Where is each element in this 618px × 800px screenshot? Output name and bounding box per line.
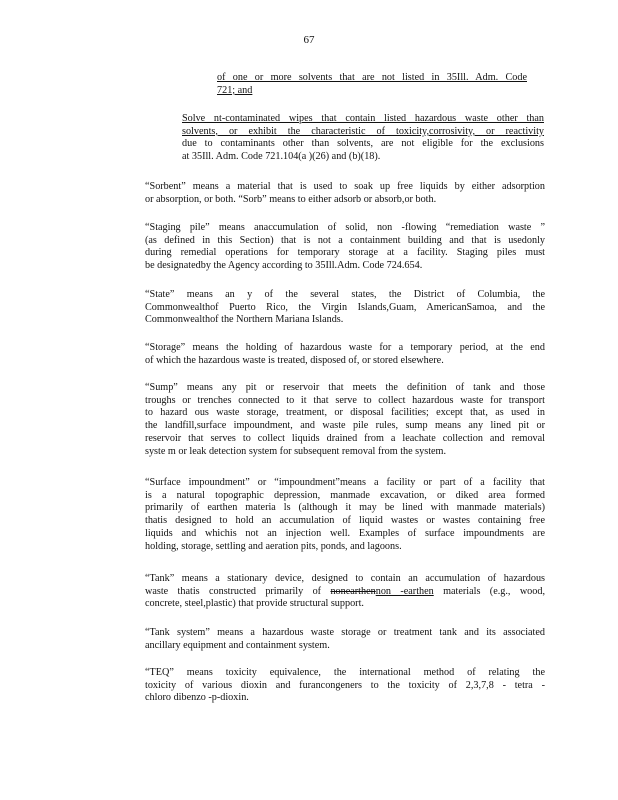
text-line: reservoir that serves to collect liquids drained from a leachate collection and removal	[145, 432, 545, 444]
text-line: of one or more solvents that are not listed in 35Ill. Adm. Code	[217, 72, 527, 83]
text-line: concrete, steel,plastic) that provide structural support.	[145, 598, 364, 610]
text-line: “Sump” means any pit or reservoir that meets the definition of tank and those	[145, 382, 545, 393]
text-line: syste m or leak detection system for subsequent removal from the system.	[145, 445, 447, 457]
page-number: 67	[303, 34, 315, 46]
text-line: is a natural topographic depression, manmade excavation, or diked area formed	[145, 489, 545, 501]
continued-item-wipes	[182, 113, 544, 164]
text-line: Commonwealthof Puerto Rico, the Virgin Islands,Guam, AmericanSamoa, and the	[145, 301, 545, 313]
text-line: ancillary equipment and containment system.	[145, 639, 330, 651]
text-line: “TEQ” means toxicity equivalence, the international method of relating the	[145, 667, 545, 678]
text-line: holding, storage, settling and aeration pits, ponds, and lagoons.	[145, 540, 402, 552]
text-line: thatis designed to hold an accumulation of liquid wastes or wastes containing free	[145, 515, 545, 527]
text-line: troughs or trenches connected to it that serve to collect hazardous waste for transport	[145, 394, 545, 406]
definition-tank-system	[145, 627, 545, 652]
definition-storage	[145, 342, 545, 367]
definition-surface-impoundment	[145, 477, 545, 553]
text-line: to hazard ous waste storage, treatment, or disposal facilities; except that, as used in	[145, 407, 545, 419]
text-line: (as defined in this Section) that is not a containment building and that is usedonly	[145, 234, 545, 246]
text-line: or absorption, or both. “Sorb” means to either adsorb or absorb,or both.	[145, 193, 437, 205]
text-line: solvents, or exhibit the characteristic of toxicity,corrosivity, or reactivity	[182, 125, 544, 137]
text-line: toxicity of various dioxin and furancongeners to the toxicity of 2,3,7,8 - tetra -	[145, 679, 545, 691]
text-line: Commonwealthof the Northern Mariana Islands.	[145, 314, 344, 326]
definition-staging-pile	[145, 222, 545, 273]
text-line: “State” means an y of the several states, the District of Columbia, the	[145, 289, 545, 300]
tank-revision-line	[145, 586, 545, 599]
text-line: be designatedby the Agency according to 35Ill.Adm. Code 724.654.	[145, 260, 423, 272]
continued-item-solvents	[217, 72, 527, 97]
text-line: liquids and whichis not an injection well. Examples of surface impoundments are	[145, 527, 545, 539]
text-line: “Tank” means a stationary device, designed to contain an accumulation of hazardous	[145, 573, 545, 584]
text-line: 721; and	[217, 84, 253, 96]
text-line: due to contaminants other than solvents, are not eligible for the exclusions	[182, 138, 544, 150]
text-line: “Tank system” means a hazardous waste storage or treatment tank and its associated	[145, 627, 545, 638]
text-line: “Staging pile” means anaccumulation of solid, non -flowing “remediation waste ”	[145, 222, 545, 233]
struck-text: nonearthen	[330, 585, 376, 597]
definition-tank	[145, 573, 545, 611]
text-line: chloro dibenzo -p-dioxin.	[145, 692, 249, 704]
definition-sorbent	[145, 181, 545, 206]
text-line: primarily of earthen materia ls (although it may be lined with manmade materials)	[145, 502, 545, 514]
text-line: “Sorbent” means a material that is used to soak up free liquids by either adsorption	[145, 181, 545, 192]
text-line: “Storage” means the holding of hazardous waste for a temporary period, at the end	[145, 342, 545, 353]
definition-teq	[145, 667, 545, 705]
text-line: the landfill,surface impoundment, and waste pile rules, sump means any lined pit or	[145, 420, 545, 432]
text-line: Solve nt-contaminated wipes that contain listed hazardous waste other than	[182, 113, 544, 124]
definition-state	[145, 289, 545, 327]
definition-sump	[145, 382, 545, 458]
text-fragment: materials (e.g., wood,	[433, 585, 545, 597]
inserted-text: non -earthen	[375, 585, 434, 597]
text-line: at 35Ill. Adm. Code 721.104(a )(26) and (b)(18).	[182, 151, 381, 163]
text-line: during remedial operations for temporary storage at a facility. Staging piles must	[145, 247, 545, 259]
text-line: of which the hazardous waste is treated, disposed of, or stored elsewhere.	[145, 354, 444, 366]
text-line: “Surface impoundment” or “impoundment”means a facility or part of a facility that	[145, 477, 545, 488]
text-fragment: waste thatis constructed primarily of	[145, 585, 331, 597]
